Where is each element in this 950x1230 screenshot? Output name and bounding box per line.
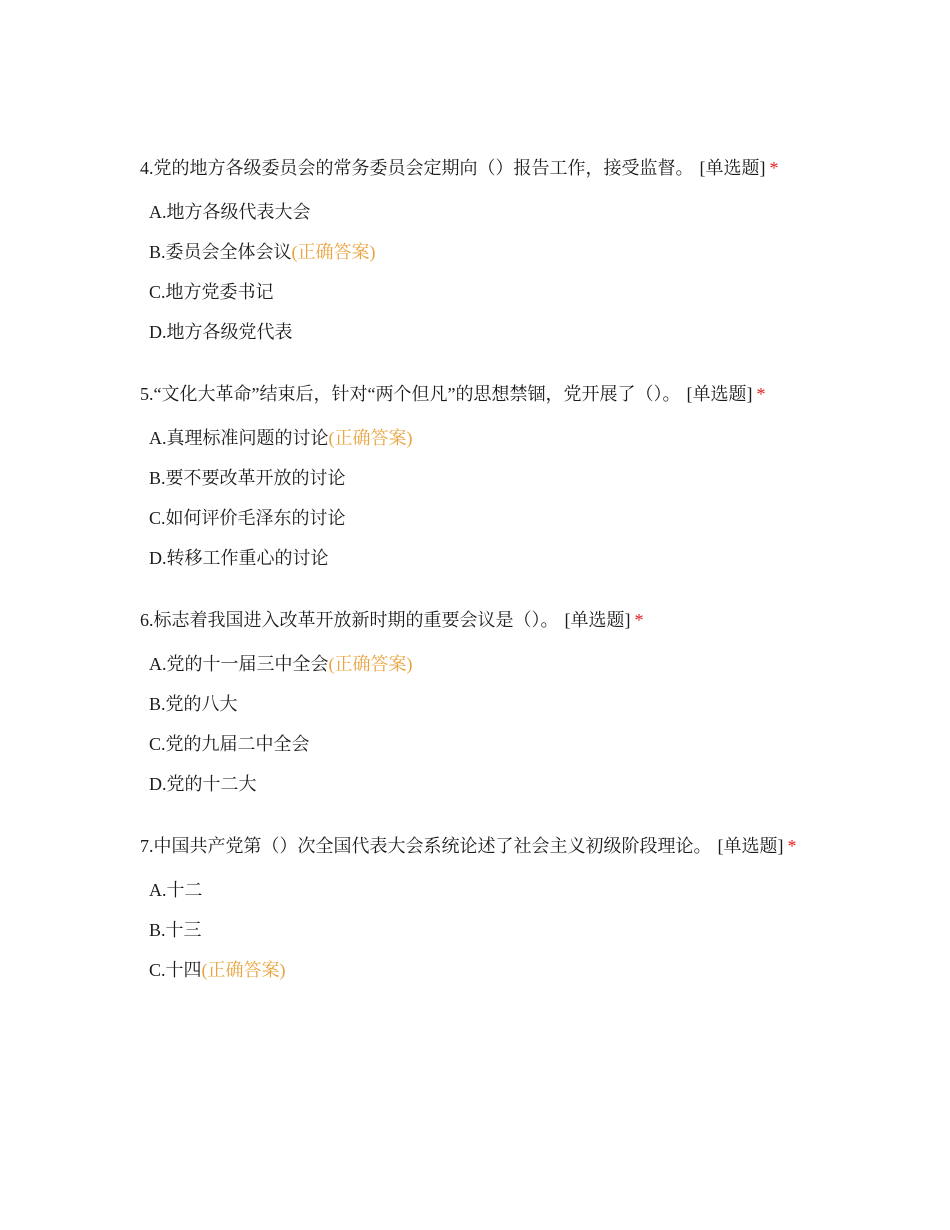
option-b[interactable] bbox=[140, 458, 820, 498]
option-label: A.真理标准问题的讨论 bbox=[149, 428, 329, 448]
question-4 bbox=[140, 152, 820, 352]
option-d[interactable] bbox=[140, 312, 820, 352]
option-c[interactable] bbox=[140, 950, 820, 990]
option-label: A.地方各级代表大会 bbox=[149, 202, 311, 222]
option-b[interactable] bbox=[140, 910, 820, 950]
question-title bbox=[140, 378, 820, 410]
question-number: 6. bbox=[140, 610, 154, 630]
option-label: C.地方党委书记 bbox=[149, 282, 274, 302]
correct-answer-tag: (正确答案) bbox=[328, 654, 413, 674]
required-mark: * bbox=[756, 384, 766, 404]
question-6 bbox=[140, 604, 820, 804]
option-label: C.如何评价毛泽东的讨论 bbox=[149, 508, 346, 528]
question-7 bbox=[140, 830, 820, 990]
quiz-page bbox=[140, 152, 820, 1016]
option-label: B.要不要改革开放的讨论 bbox=[149, 468, 346, 488]
question-type-tag: [单选题] bbox=[564, 610, 631, 630]
question-text: 标志着我国进入改革开放新时期的重要会议是（）。 bbox=[153, 610, 559, 630]
option-b[interactable] bbox=[140, 684, 820, 724]
option-a[interactable] bbox=[140, 870, 820, 910]
required-mark: * bbox=[787, 836, 797, 856]
question-number: 4. bbox=[140, 158, 154, 178]
required-mark: * bbox=[634, 610, 644, 630]
option-label: A.十二 bbox=[149, 880, 203, 900]
option-b[interactable] bbox=[140, 232, 820, 272]
option-c[interactable] bbox=[140, 724, 820, 764]
correct-answer-tag: (正确答案) bbox=[291, 242, 376, 262]
question-type-tag: [单选题] bbox=[699, 158, 766, 178]
option-c[interactable] bbox=[140, 272, 820, 312]
question-number: 7. bbox=[140, 836, 154, 856]
option-c[interactable] bbox=[140, 498, 820, 538]
correct-answer-tag: (正确答案) bbox=[201, 960, 286, 980]
question-type-tag: [单选题] bbox=[686, 384, 753, 404]
option-label: A.党的十一届三中全会 bbox=[149, 654, 329, 674]
option-d[interactable] bbox=[140, 538, 820, 578]
question-text: 党的地方各级委员会的常务委员会定期向（）报告工作，接受监督。 bbox=[153, 158, 694, 178]
question-type-tag: [单选题] bbox=[717, 836, 784, 856]
option-a[interactable] bbox=[140, 644, 820, 684]
question-title bbox=[140, 830, 820, 862]
option-label: D.地方各级党代表 bbox=[149, 322, 293, 342]
option-a[interactable] bbox=[140, 192, 820, 232]
question-title bbox=[140, 604, 820, 636]
question-title bbox=[140, 152, 820, 184]
option-label: C.党的九届二中全会 bbox=[149, 734, 310, 754]
option-a[interactable] bbox=[140, 418, 820, 458]
correct-answer-tag: (正确答案) bbox=[328, 428, 413, 448]
option-label: D.党的十二大 bbox=[149, 774, 257, 794]
question-text: 中国共产党第（）次全国代表大会系统论述了社会主义初级阶段理论。 bbox=[153, 836, 712, 856]
option-label: B.十三 bbox=[149, 920, 202, 940]
question-text: “文化大革命”结束后，针对“两个但凡”的思想禁锢，党开展了（）。 bbox=[153, 384, 681, 404]
question-number: 5. bbox=[140, 384, 154, 404]
required-mark: * bbox=[769, 158, 779, 178]
option-label: B.委员会全体会议 bbox=[149, 242, 292, 262]
option-label: B.党的八大 bbox=[149, 694, 238, 714]
option-label: C.十四 bbox=[149, 960, 202, 980]
question-5 bbox=[140, 378, 820, 578]
option-label: D.转移工作重心的讨论 bbox=[149, 548, 329, 568]
option-d[interactable] bbox=[140, 764, 820, 804]
